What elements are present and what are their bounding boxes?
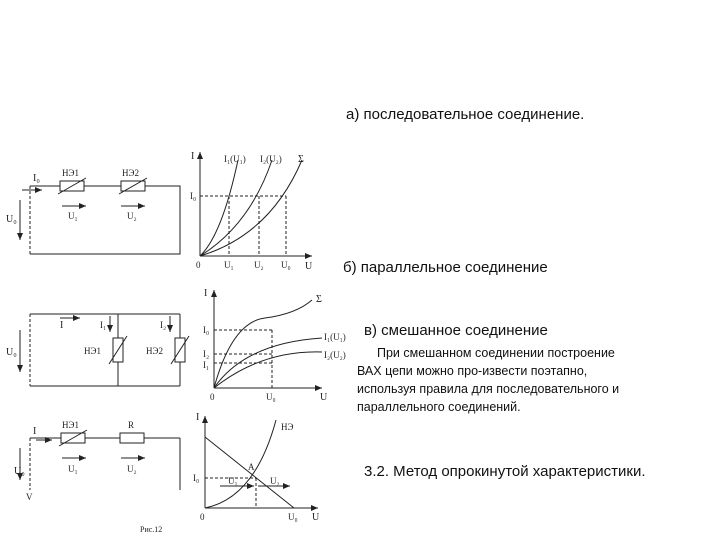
parallel-graph-sum-label: Σ (316, 294, 322, 305)
element-resistor (120, 433, 144, 443)
method-graph-x-label: U (312, 512, 320, 523)
parallel-i2-label: I₂ (160, 320, 167, 330)
series-ne1-label: НЭ1 (62, 168, 79, 178)
method-graph-u2-label: U₂ (270, 476, 280, 486)
series-graph (200, 152, 312, 256)
mixed-text-line: используя правила для последовательного и (357, 382, 620, 396)
parallel-graph-curve2-label: I₂(U₂) (324, 350, 346, 360)
series-graph-u2-label: U₂ (254, 260, 264, 270)
parallel-graph-x-label: U (320, 392, 328, 403)
method-graph-y-label: I (196, 412, 200, 423)
mixed-text-line: При смешанном соединении построение (377, 346, 615, 360)
method-u1-label: U₁ (68, 464, 78, 474)
series-current-label: I₀ (33, 173, 40, 184)
parallel-graph-i2-label: I₂ (203, 349, 210, 359)
method-graph-origin: 0 (200, 512, 205, 522)
method-ne1-label: НЭ1 (62, 420, 79, 430)
parallel-graph-origin: 0 (210, 392, 215, 402)
series-graph-x-label: U (305, 261, 313, 272)
parallel-ne1-label: НЭ1 (84, 346, 101, 356)
series-u2-label: U₂ (127, 211, 137, 221)
parallel-current-label: I (60, 320, 64, 331)
method-r-label: R (128, 420, 135, 430)
parallel-curve-sum (214, 300, 312, 388)
parallel-graph-u0-label: U₀ (266, 392, 276, 402)
parallel-ne2-label: НЭ2 (146, 346, 163, 356)
series-graph-curve1-label: I₁(U₁) (224, 154, 246, 164)
parallel-voltage-label: U₀ (6, 347, 17, 358)
series-curve-sum (200, 160, 302, 256)
series-graph-origin: 0 (196, 260, 201, 270)
series-circuit (20, 178, 180, 254)
caption-series-connection: а) последовательное соединение. (346, 106, 585, 123)
method-circuit (20, 430, 180, 490)
series-graph-sum-label: Σ (298, 154, 304, 165)
method-load-line (205, 437, 294, 508)
series-voltage-label: U₀ (6, 214, 17, 225)
parallel-graph-y-label: I (204, 288, 208, 299)
method-graph-u1-label: U₁ (228, 476, 238, 486)
parallel-graph (214, 290, 322, 388)
caption-overturned-characteristic: 3.2. Метод опрокинутой характеристики. (364, 463, 646, 480)
parallel-i1-label: I₁ (100, 320, 107, 330)
series-graph-curve2-label: I₂(U₂) (260, 154, 282, 164)
series-graph-u1-label: U₁ (224, 260, 234, 270)
parallel-graph-curve1-label: I₁(U₁) (324, 332, 346, 342)
caption-parallel-connection: б) параллельное соединение (343, 259, 548, 276)
parallel-graph-i1-label: I₁ (203, 360, 210, 370)
method-voltage-label: U₀ (14, 466, 25, 477)
series-graph-y-label: I (191, 151, 195, 162)
method-graph-point-a: A (248, 462, 255, 472)
method-curve-ne (205, 420, 276, 508)
method-graph-i-label: I₀ (193, 473, 200, 483)
method-current-label: I (33, 426, 37, 437)
method-graph-u0-label: U₀ (288, 512, 298, 522)
method-u2-label: U₂ (127, 464, 137, 474)
caption-mixed-connection: в) смешанное соединение (364, 322, 548, 339)
series-graph-i0-label: I₀ (190, 191, 197, 201)
method-graph-ne-label: НЭ (281, 422, 294, 432)
parallel-graph-i0-label: I₀ (203, 325, 210, 335)
method-v-label: V (26, 492, 33, 502)
mixed-text-line: ВАХ цепи можно про-извести поэтапно, (357, 364, 588, 378)
figure-number: Рис.12 (140, 525, 163, 534)
series-graph-u0-label: U₀ (281, 260, 291, 270)
method-graph (205, 416, 318, 508)
series-u1-label: U₁ (68, 211, 78, 221)
mixed-text-line: параллельного соединений. (357, 400, 521, 414)
series-ne2-label: НЭ2 (122, 168, 139, 178)
